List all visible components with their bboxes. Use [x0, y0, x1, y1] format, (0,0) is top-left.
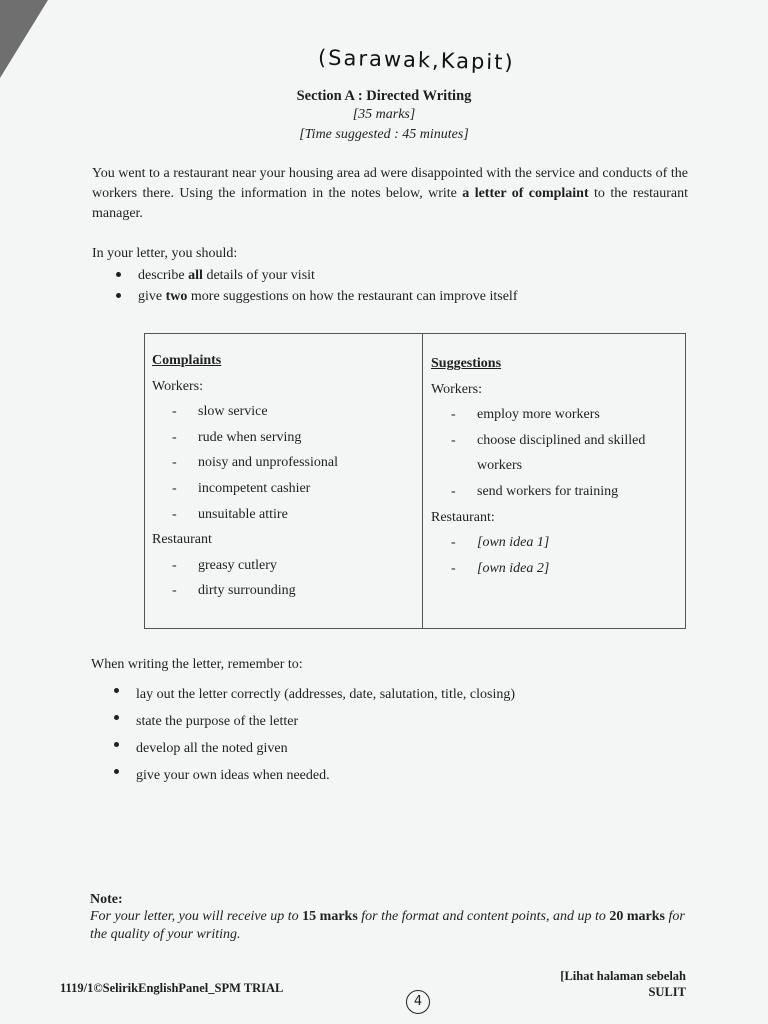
list-item: develop all the noted given	[110, 735, 515, 762]
paper-code: 1119/1©SelirikEnglishPanel_SPM TRIAL	[60, 981, 284, 995]
complaints-column	[152, 348, 338, 604]
list-item: lay out the letter correctly (addresses, date, salutation, title, closing)	[110, 681, 515, 708]
note-heading: Note:	[90, 892, 123, 907]
suggestions-column	[431, 351, 645, 581]
list-item: give two more suggestions on how the restaurant can improve itself	[112, 286, 517, 307]
list-item: - [own idea 1]	[451, 535, 550, 551]
list-item: - noisy and unprofessional	[172, 455, 338, 471]
section-title: Section A : Directed Writing	[296, 88, 472, 104]
list-item: - incompetent cashier	[172, 480, 311, 496]
remember-list	[110, 681, 515, 789]
list-item: - greasy cutlery	[172, 557, 277, 573]
remember-heading: When writing the letter, remember to:	[91, 657, 303, 672]
restaurant-label: Restaurant:	[431, 509, 495, 525]
list-item: - send workers for training	[451, 483, 619, 499]
list-item: - unsuitable attire	[172, 506, 288, 522]
section-marks: [35 marks]	[352, 107, 416, 122]
notes-table	[144, 333, 686, 629]
footer-right	[560, 968, 686, 1000]
restaurant-label: Restaurant	[152, 532, 212, 548]
list-item: - choose disciplined and skilled	[451, 432, 646, 448]
list-item: give your own ideas when needed.	[110, 762, 515, 789]
list-item: - slow service	[172, 404, 268, 420]
page-corner-fold	[0, 0, 48, 78]
list-item: - employ more workers	[451, 407, 600, 423]
next-page-note: [Lihat halaman sebelah	[560, 969, 686, 983]
handwritten-note: (Sarawak,Kapit)	[317, 45, 515, 75]
list-item: - dirty surrounding	[172, 583, 296, 599]
classification-label: SULIT	[648, 985, 686, 999]
list-item-continuation: workers	[477, 458, 523, 474]
page-number: 4	[406, 990, 430, 1014]
complaints-heading: Complaints	[152, 353, 222, 368]
intro-paragraph: You went to a restaurant near your housing area ad were disappointed with the service and conducts of the workers there. Using the information in the notes below, write a letter of complaint to the restaurant manager.	[92, 166, 689, 221]
instructions-heading: In your letter, you should:	[92, 246, 238, 261]
note-text: For your letter, you will receive up to 15 marks for the format and content points, and up to 20 marks for the quality of your writing.	[90, 909, 685, 942]
workers-label: Workers:	[152, 378, 203, 394]
list-item: describe all details of your visit	[112, 265, 517, 286]
suggestions-heading: Suggestions	[431, 356, 502, 371]
workers-label: Workers:	[431, 381, 482, 397]
time-suggested: [Time suggested : 45 minutes]	[299, 127, 469, 142]
list-item: - [own idea 2]	[451, 560, 550, 576]
instructions-list	[112, 265, 517, 307]
list-item: state the purpose of the letter	[110, 708, 515, 735]
list-item: - rude when serving	[172, 429, 302, 445]
table-divider	[422, 334, 423, 628]
